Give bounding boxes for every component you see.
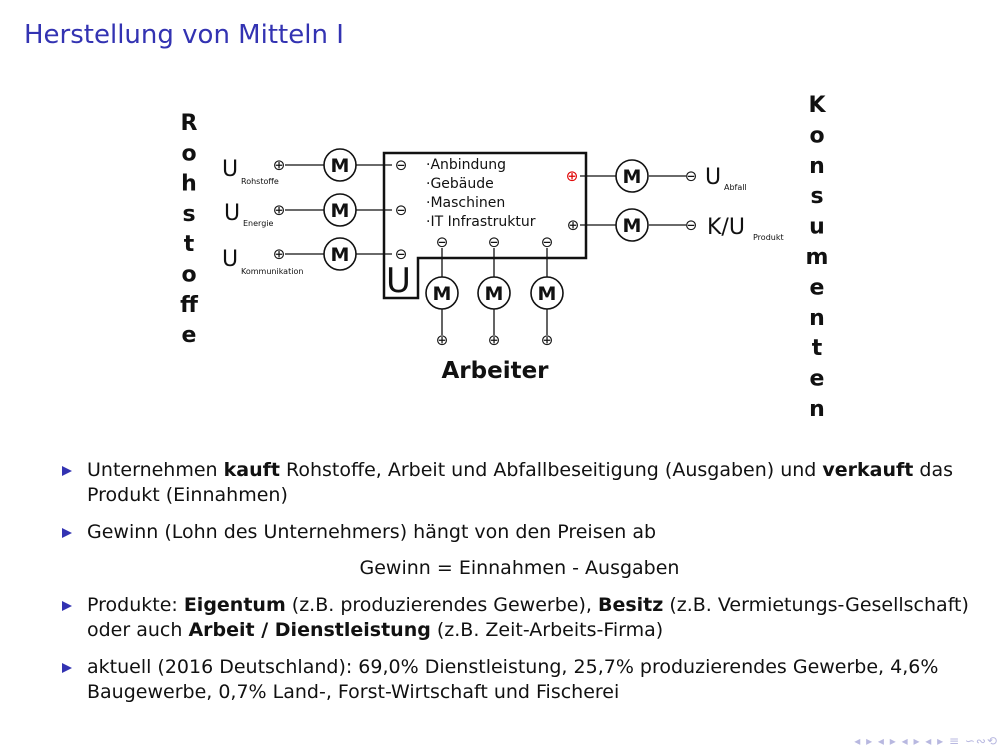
- minus-terminal-icon: ⊖: [684, 216, 698, 234]
- formula: Gewinn = Einnahmen - Ausgaben: [359, 557, 680, 579]
- minus-terminal-icon: ⊖: [394, 201, 408, 219]
- right-label-letter: m: [805, 245, 829, 270]
- motor-label: M: [330, 244, 350, 266]
- left-label-letter: o: [181, 141, 197, 167]
- bullet-item: aktuell (2016 Deutschland): 69,0% Dienstleistung, 25,7% produzierendes Gewerbe, 4,6% Baugewerbe, 0,7% Land-, Forst-Wirtschaft und Fischerei: [62, 655, 977, 705]
- minus-terminal-icon: ⊖: [487, 233, 501, 251]
- right-label-letter: n: [809, 153, 825, 179]
- input-u-label: U: [222, 247, 239, 272]
- right-label-letter: K: [808, 93, 826, 118]
- bullet-triangle-icon: [62, 528, 72, 538]
- motor-label: M: [330, 155, 350, 177]
- output-u-label: K/U: [707, 215, 745, 240]
- box-item: ·IT Infrastruktur: [426, 214, 536, 230]
- right-label-letter: e: [809, 275, 825, 301]
- right-label-letter: u: [809, 214, 825, 240]
- output-u-label: U: [705, 165, 722, 190]
- right-label-letter: n: [809, 305, 825, 331]
- box-items: [426, 157, 536, 230]
- output-sub-label: Abfall: [724, 183, 747, 192]
- plus-terminal-icon: ⊕: [272, 156, 286, 174]
- right-label-letter: o: [809, 123, 825, 149]
- right-label-letter: t: [811, 336, 823, 362]
- left-label-letter: h: [181, 171, 197, 197]
- input-sub-label: Rohstoffe: [241, 177, 279, 186]
- bullet-triangle-icon: [62, 663, 72, 673]
- minus-terminal-icon: ⊖: [540, 233, 554, 251]
- plus-terminal-icon: ⊕: [435, 331, 449, 349]
- right-label-letter: s: [810, 184, 824, 210]
- left-label-letter: e: [181, 323, 197, 349]
- box-u-label: U: [386, 261, 411, 301]
- navigation-controls[interactable]: ◂ ▸ ◂ ▸ ◂ ▸ ◂ ▸ ≡ ∽∾⟲: [854, 734, 998, 748]
- output-sub-label: Produkt: [753, 233, 784, 242]
- arbeiter-label: Arbeiter: [441, 358, 549, 384]
- input-sub-label: Kommunikation: [241, 267, 304, 276]
- page-title: Herstellung von Mitteln I: [24, 20, 344, 50]
- box-item: ·Gebäude: [426, 176, 494, 192]
- minus-terminal-icon: ⊖: [435, 233, 449, 251]
- bullet-item: Gewinn (Lohn des Unternehmers) hängt von den Preisen ab: [62, 520, 977, 545]
- input-u-label: U: [224, 201, 241, 226]
- motor-label: M: [622, 215, 642, 237]
- minus-terminal-icon: ⊖: [394, 245, 408, 263]
- left-label-letter: t: [183, 232, 195, 258]
- left-label-letter: R: [180, 111, 198, 136]
- motor-label: M: [622, 166, 642, 188]
- plus-terminal-icon: ⊕: [487, 331, 501, 349]
- box-item: ·Anbindung: [426, 157, 507, 173]
- left-vertical-label: [180, 111, 199, 348]
- motor-label: M: [484, 283, 504, 305]
- plus-terminal-icon: ⊕: [540, 331, 554, 349]
- input-u-label: U: [222, 157, 239, 182]
- red-plus-terminal-icon: ⊕: [565, 167, 579, 185]
- left-label-letter: ff: [180, 292, 198, 318]
- right-label-letter: e: [809, 366, 825, 392]
- left-label-letter: s: [182, 201, 196, 227]
- motor-label: M: [330, 200, 350, 222]
- bullet-item: Produkte: Eigentum (z.B. produzierendes Gewerbe), Besitz (z.B. Vermietungs-Gesellschaft) oder auch Arbeit / Dienstleistung (z.B. Zeit-Arbeits-Firma): [62, 593, 977, 643]
- box-item: ·Maschinen: [426, 195, 506, 211]
- minus-terminal-icon: ⊖: [394, 156, 408, 174]
- bullet-list: [62, 458, 977, 717]
- input-sub-label: Energie: [243, 219, 274, 228]
- right-vertical-label: [806, 93, 829, 422]
- motor-label: M: [432, 283, 452, 305]
- left-label-letter: o: [181, 262, 197, 288]
- bullet-triangle-icon: [62, 466, 72, 476]
- plus-terminal-icon: ⊕: [272, 245, 286, 263]
- motor-label: M: [537, 283, 557, 305]
- right-label-letter: n: [809, 397, 825, 422]
- bullet-triangle-icon: [62, 601, 72, 611]
- minus-terminal-icon: ⊖: [684, 167, 698, 185]
- plus-terminal-icon: ⊕: [272, 201, 286, 219]
- plus-terminal-icon: ⊕: [566, 216, 580, 234]
- bullet-item: Unternehmen kauft Rohstoffe, Arbeit und Abfallbeseitigung (Ausgaben) und verkauft das Produkt (Einnahmen): [62, 458, 977, 508]
